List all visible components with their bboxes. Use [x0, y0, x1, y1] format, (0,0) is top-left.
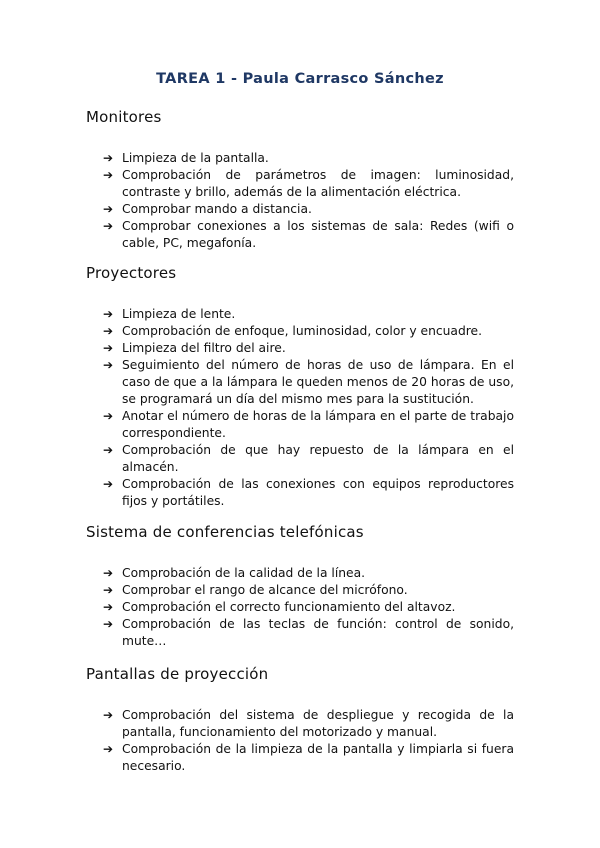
list-item: [86, 442, 514, 476]
section-heading: Pantallas de proyección: [86, 665, 269, 683]
list-item: [86, 201, 514, 218]
arrow-bullet-icon: ➔: [103, 202, 114, 216]
section-pantallas: [86, 665, 514, 775]
arrow-bullet-icon: ➔: [103, 168, 114, 182]
list-item: [86, 565, 514, 582]
list-item: [86, 616, 514, 650]
list-item-text: Comprobación de parámetros de imagen: luminosidad, contraste y brillo, además de la alimentación eléctrica.: [122, 168, 514, 199]
section-heading: Sistema de conferencias telefónicas: [86, 523, 364, 541]
arrow-bullet-icon: ➔: [103, 219, 114, 233]
list-item-text: Comprobación de las conexiones con equipos reproductores fijos y portátiles.: [122, 477, 514, 508]
list-item-text: Comprobar conexiones a los sistemas de sala: Redes (wifi o cable, PC, megafonía.: [122, 219, 514, 250]
list-item: [86, 582, 514, 599]
bullet-list: [86, 565, 514, 650]
list-item-text: Seguimiento del número de horas de uso de lámpara. En el caso de que a la lámpara le queden menos de 20 horas de uso, se programará un día del mismo mes para la sustitución.: [122, 358, 514, 406]
arrow-bullet-icon: ➔: [103, 409, 114, 423]
bullet-list: [86, 306, 514, 510]
list-item: [86, 167, 514, 201]
arrow-bullet-icon: ➔: [103, 358, 114, 372]
list-item-text: Anotar el número de horas de la lámpara en el parte de trabajo correspondiente.: [122, 409, 514, 440]
list-item: [86, 340, 514, 357]
list-item-text: Comprobación de que hay repuesto de la lámpara en el almacén.: [122, 443, 514, 474]
list-item: [86, 707, 514, 741]
list-item: [86, 323, 514, 340]
list-item: [86, 357, 514, 408]
list-item-text: Limpieza de la pantalla.: [122, 151, 269, 165]
section-heading: Monitores: [86, 108, 162, 126]
list-item: [86, 306, 514, 323]
list-item-text: Comprobar el rango de alcance del micrófono.: [122, 583, 408, 597]
arrow-bullet-icon: ➔: [103, 341, 114, 355]
document-title: TAREA 1 - Paula Carrasco Sánchez: [156, 71, 444, 87]
section-heading: Proyectores: [86, 264, 177, 282]
arrow-bullet-icon: ➔: [103, 708, 114, 722]
list-item: [86, 150, 514, 167]
list-item-text: Comprobación del sistema de despliegue y recogida de la pantalla, funcionamiento del motorizado y manual.: [122, 708, 514, 739]
list-item: [86, 599, 514, 616]
arrow-bullet-icon: ➔: [103, 617, 114, 631]
arrow-bullet-icon: ➔: [103, 600, 114, 614]
arrow-bullet-icon: ➔: [103, 307, 114, 321]
list-item-text: Comprobación de la limpieza de la pantalla y limpiarla si fuera necesario.: [122, 742, 514, 773]
bullet-list: [86, 707, 514, 775]
list-item: [86, 476, 514, 510]
arrow-bullet-icon: ➔: [103, 566, 114, 580]
section-conferencias: [86, 523, 514, 650]
arrow-bullet-icon: ➔: [103, 151, 114, 165]
list-item: [86, 218, 514, 252]
list-item-text: Limpieza de lente.: [122, 307, 236, 321]
arrow-bullet-icon: ➔: [103, 324, 114, 338]
section-monitores: [86, 108, 514, 252]
list-item-text: Comprobación de enfoque, luminosidad, color y encuadre.: [122, 324, 483, 338]
list-item-text: Limpieza del filtro del aire.: [122, 341, 286, 355]
list-item-text: Comprobar mando a distancia.: [122, 202, 312, 216]
arrow-bullet-icon: ➔: [103, 477, 114, 491]
list-item-text: Comprobación el correcto funcionamiento del altavoz.: [122, 600, 456, 614]
list-item-text: Comprobación de la calidad de la línea.: [122, 566, 366, 580]
list-item-text: Comprobación de las teclas de función: control de sonido, mute…: [122, 617, 514, 648]
list-item: [86, 408, 514, 442]
arrow-bullet-icon: ➔: [103, 742, 114, 756]
section-proyectores: [86, 264, 514, 510]
arrow-bullet-icon: ➔: [103, 443, 114, 457]
arrow-bullet-icon: ➔: [103, 583, 114, 597]
list-item: [86, 741, 514, 775]
bullet-list: [86, 150, 514, 252]
